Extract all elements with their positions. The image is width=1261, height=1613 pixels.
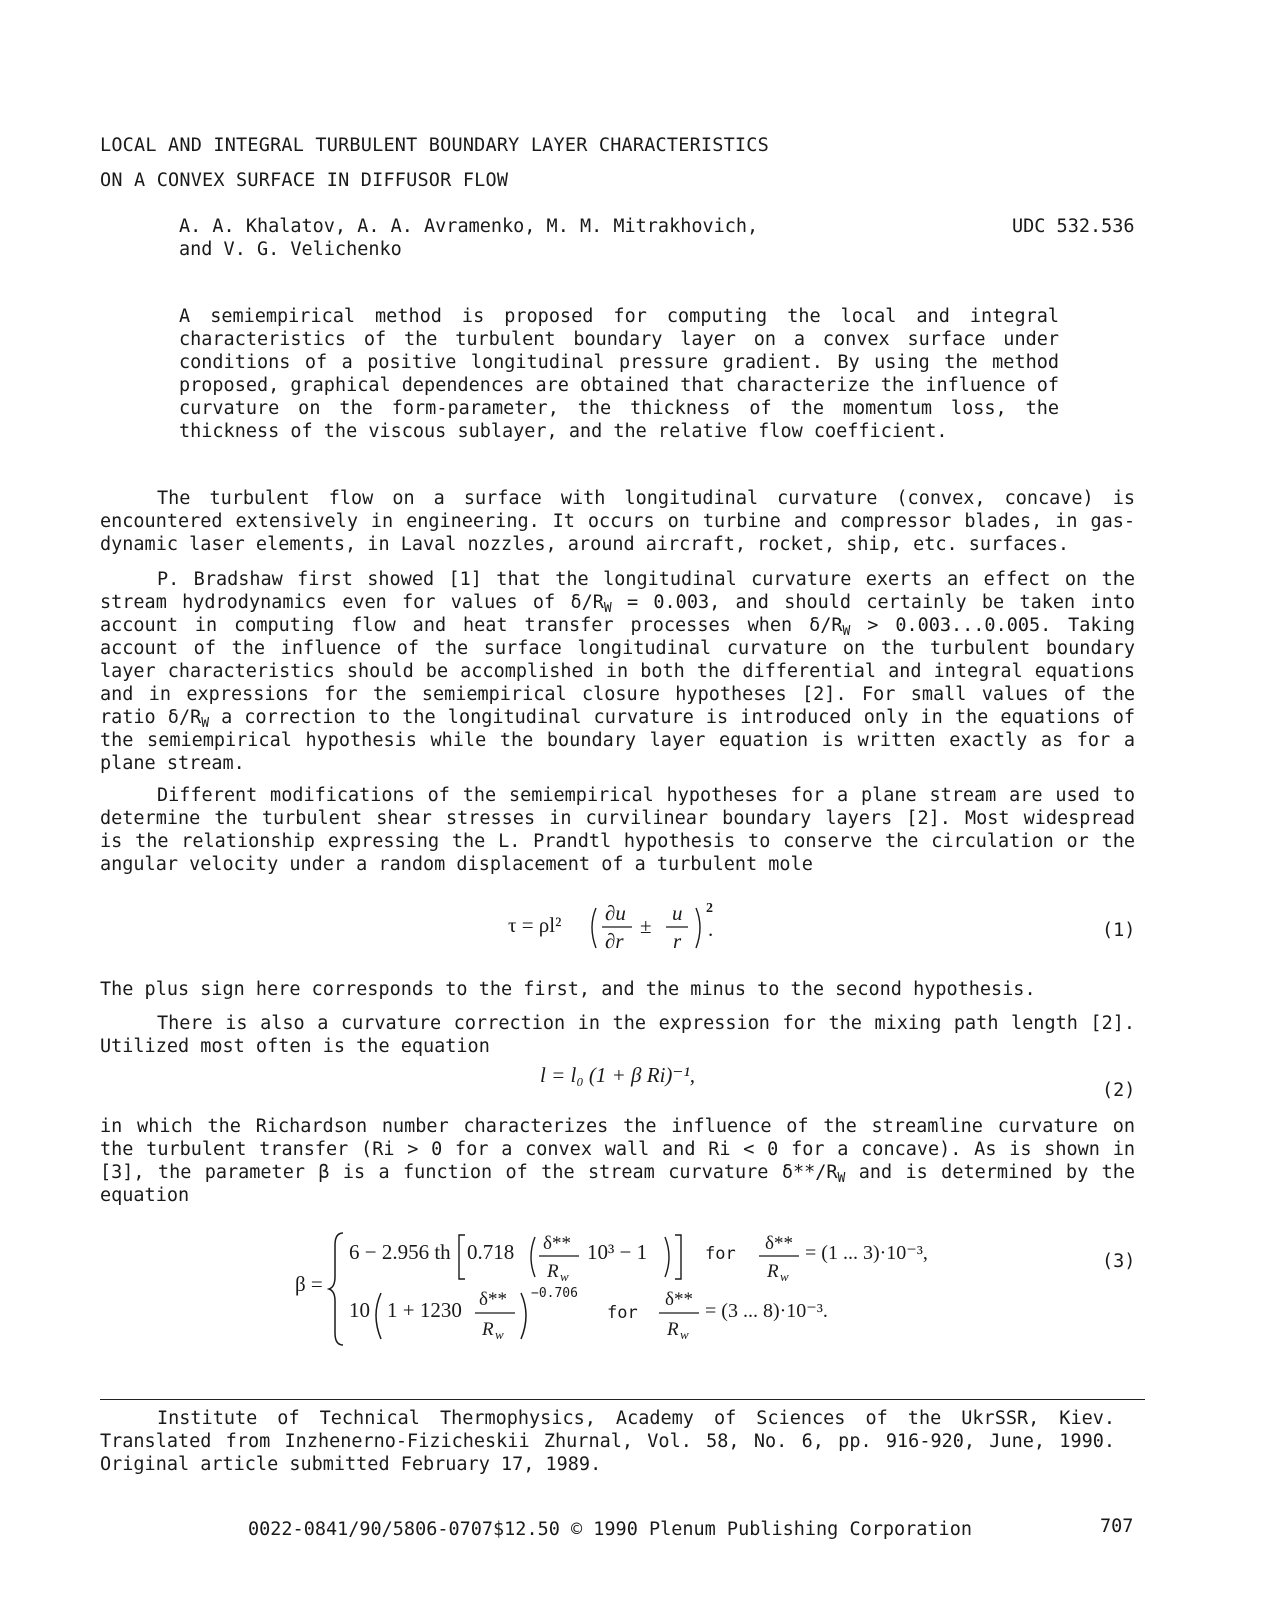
paper-title-line-1: LOCAL AND INTEGRAL TURBULENT BOUNDARY LAYER CHARACTERISTICS — [100, 135, 769, 156]
abstract: A semiempirical method is proposed for computing the local and integral characteristics of the turbulent boundary layer on a convex surface under conditions of a positive longitudinal pressure gradient. By using the method proposed, graphical dependences are obtained that characterize the influence of curvature on the form-parameter, the thickness of the momentum loss, the thickness of the viscous sublayer, and the relative flow coefficient. — [179, 306, 1059, 442]
equation-3-svg — [295, 1225, 955, 1355]
text-run: and is determined by the equation — [100, 1162, 1136, 1206]
udc-code: UDC 532.536 — [1012, 216, 1135, 237]
eq1-exponent: 2 — [706, 901, 713, 916]
eq3-row2-for: for — [607, 1303, 638, 1323]
eq3-row1-for: for — [705, 1244, 736, 1264]
eq1-period: . — [708, 917, 714, 941]
eq1-den1: ∂r — [605, 929, 624, 953]
eq3-row2-den: R — [482, 1319, 494, 1340]
text-run: = 0.003, and should certainly be taken into account in computing flow and heat transfer processes when δ/R — [100, 592, 1135, 636]
paragraph-text — [100, 1115, 1135, 1207]
equation-number-3: (3) — [1102, 1251, 1136, 1272]
right-paren — [665, 1237, 669, 1277]
eq3-row1-a: 6 − 2.956 th — [349, 1240, 451, 1264]
paper-title-line-2: ON A CONVEX SURFACE IN DIFFUSOR FLOW — [100, 170, 509, 191]
left-paren — [592, 908, 596, 948]
eq1-pm: ± — [640, 914, 652, 938]
eq3-row2-num: δ** — [479, 1289, 507, 1310]
eq3-row2-a: 10 — [349, 1298, 370, 1322]
subscript: W — [201, 716, 210, 731]
eq3-row1-c: 10³ − 1 — [587, 1240, 648, 1264]
eq3-row1-cond-den-sub: w — [780, 1269, 789, 1284]
authors-line-1: A. A. Khalatov, A. A. Avramenko, M. M. Mitrakhovich, — [179, 216, 759, 237]
text-run: P. Bradshaw first showed [1] that the longitudinal curvature exerts an effect on the stream hydrodynamics even for values of δ/R — [100, 569, 1135, 613]
left-paren — [376, 1293, 381, 1339]
eq1-lhs: τ = ρl² — [508, 913, 562, 937]
equation-1-svg — [508, 896, 738, 958]
authors-line-2: and V. G. Velichenko — [179, 239, 402, 260]
body-paragraph-6 — [100, 1115, 1135, 1207]
eq1-den2: r — [673, 929, 682, 953]
equation-number-1: (1) — [1102, 920, 1136, 941]
left-paren — [531, 1237, 535, 1277]
body-paragraph-5 — [100, 1012, 1135, 1058]
paragraph-text: Different modifications of the semiempirical hypotheses for a plane stream are used to determine the turbulent shear stresses in curvilinear boundary layers [2]. Most widespread is the relationship expressing the L. Prandtl hypothesis to conserve the circulation or the angular velocity under a random displacement of a turbulent mole — [100, 785, 1135, 875]
page-number: 707 — [1100, 1516, 1134, 1537]
eq3-lhs: β = — [295, 1272, 323, 1296]
eq3-row1-cond-num: δ** — [765, 1233, 793, 1254]
eq3-row1-cond: = (1 ... 3)·10⁻³, — [805, 1242, 928, 1264]
equation-1 — [508, 896, 738, 958]
body-paragraph-3 — [100, 784, 1135, 876]
eq3-row2-cond: = (3 ... 8)·10⁻³. — [705, 1300, 828, 1322]
body-paragraph-1 — [100, 487, 1135, 556]
equation-3 — [295, 1225, 955, 1355]
eq3-row2-den-sub: w — [495, 1327, 504, 1342]
copyright-line: 0022-0841/90/5806-0707$12.50 © 1990 Plenum Publishing Corporation — [248, 1519, 972, 1540]
body-paragraph-4 — [100, 978, 1135, 1001]
eq1-num2: u — [672, 901, 683, 925]
subscript: W — [842, 624, 851, 639]
eq3-row1-b: 0.718 — [467, 1240, 515, 1264]
eq3-row2-exponent: −0.706 — [531, 1286, 578, 1301]
equation-2: l = l₀ (1 + β Ri)⁻¹, — [540, 1063, 696, 1087]
subscript: W — [603, 601, 612, 616]
paragraph-text: There is also a curvature correction in the expression for the mixing path length [2]. Utilized most often is the equation — [100, 1013, 1135, 1057]
left-bracket — [459, 1235, 465, 1279]
eq3-row1-cond-den: R — [767, 1261, 779, 1282]
eq3-row2-cond-num: δ** — [665, 1289, 693, 1310]
eq3-row1-den-sub: w — [560, 1269, 569, 1284]
text-run: > 0.003...0.005. Taking account of the influence of the surface longitudinal curvature on the turbulent boundary layer characteristics should be accomplished in both the differential and integral equations and in expressions for the semiempirical closure hypotheses [2]. For small values of the ratio δ/R — [100, 615, 1135, 728]
equation-number-2: (2) — [1102, 1080, 1136, 1101]
text-run: a correction to the longitudinal curvature is introduced only in the equations of the semiempirical hypothesis while the boundary layer equation is written exactly as for a plane stream. — [100, 707, 1135, 774]
subscript: W — [837, 1171, 846, 1186]
paragraph-text: The turbulent flow on a surface with longitudinal curvature (convex, concave) is encountered extensively in engineering. It occurs on turbine and compressor blades, in gas-dynamic laser elements, in Laval nozzles, around aircraft, rocket, ship, etc. surfaces. — [100, 488, 1135, 555]
eq3-row2-cond-den-sub: w — [680, 1327, 689, 1342]
eq3-row1-den: R — [547, 1261, 559, 1282]
footnote — [100, 1407, 1115, 1476]
footnote-divider — [100, 1399, 1145, 1400]
paragraph-text — [100, 568, 1135, 775]
right-paren — [521, 1293, 526, 1339]
eq3-row2-cond-den: R — [667, 1319, 679, 1340]
paragraph-text: The plus sign here corresponds to the first, and the minus to the second hypothesis. — [100, 979, 1036, 1000]
left-brace — [329, 1233, 343, 1345]
right-paren — [696, 908, 700, 948]
eq1-num1: ∂u — [605, 901, 626, 925]
footnote-text: Institute of Technical Thermophysics, Academy of Sciences of the UkrSSR, Kiev. Translated from Inzhenerno-Fizicheskii Zhurnal, Vol. 58, No. 6, pp. 916-920, June, 1990. Original article submitted February 17, 1989. — [100, 1408, 1115, 1475]
eq3-row1-num: δ** — [543, 1233, 571, 1254]
right-bracket — [675, 1235, 681, 1279]
body-paragraph-2 — [100, 568, 1135, 775]
eq3-row2-b: 1 + 1230 — [387, 1298, 462, 1322]
text-run: in which the Richardson number characterizes the influence of the streamline curvature on the turbulent transfer (Ri > 0 for a convex wall and Ri < 0 for a concave). As is shown in [3], the parameter β is a function of the stream curvature δ**/R — [100, 1116, 1135, 1183]
